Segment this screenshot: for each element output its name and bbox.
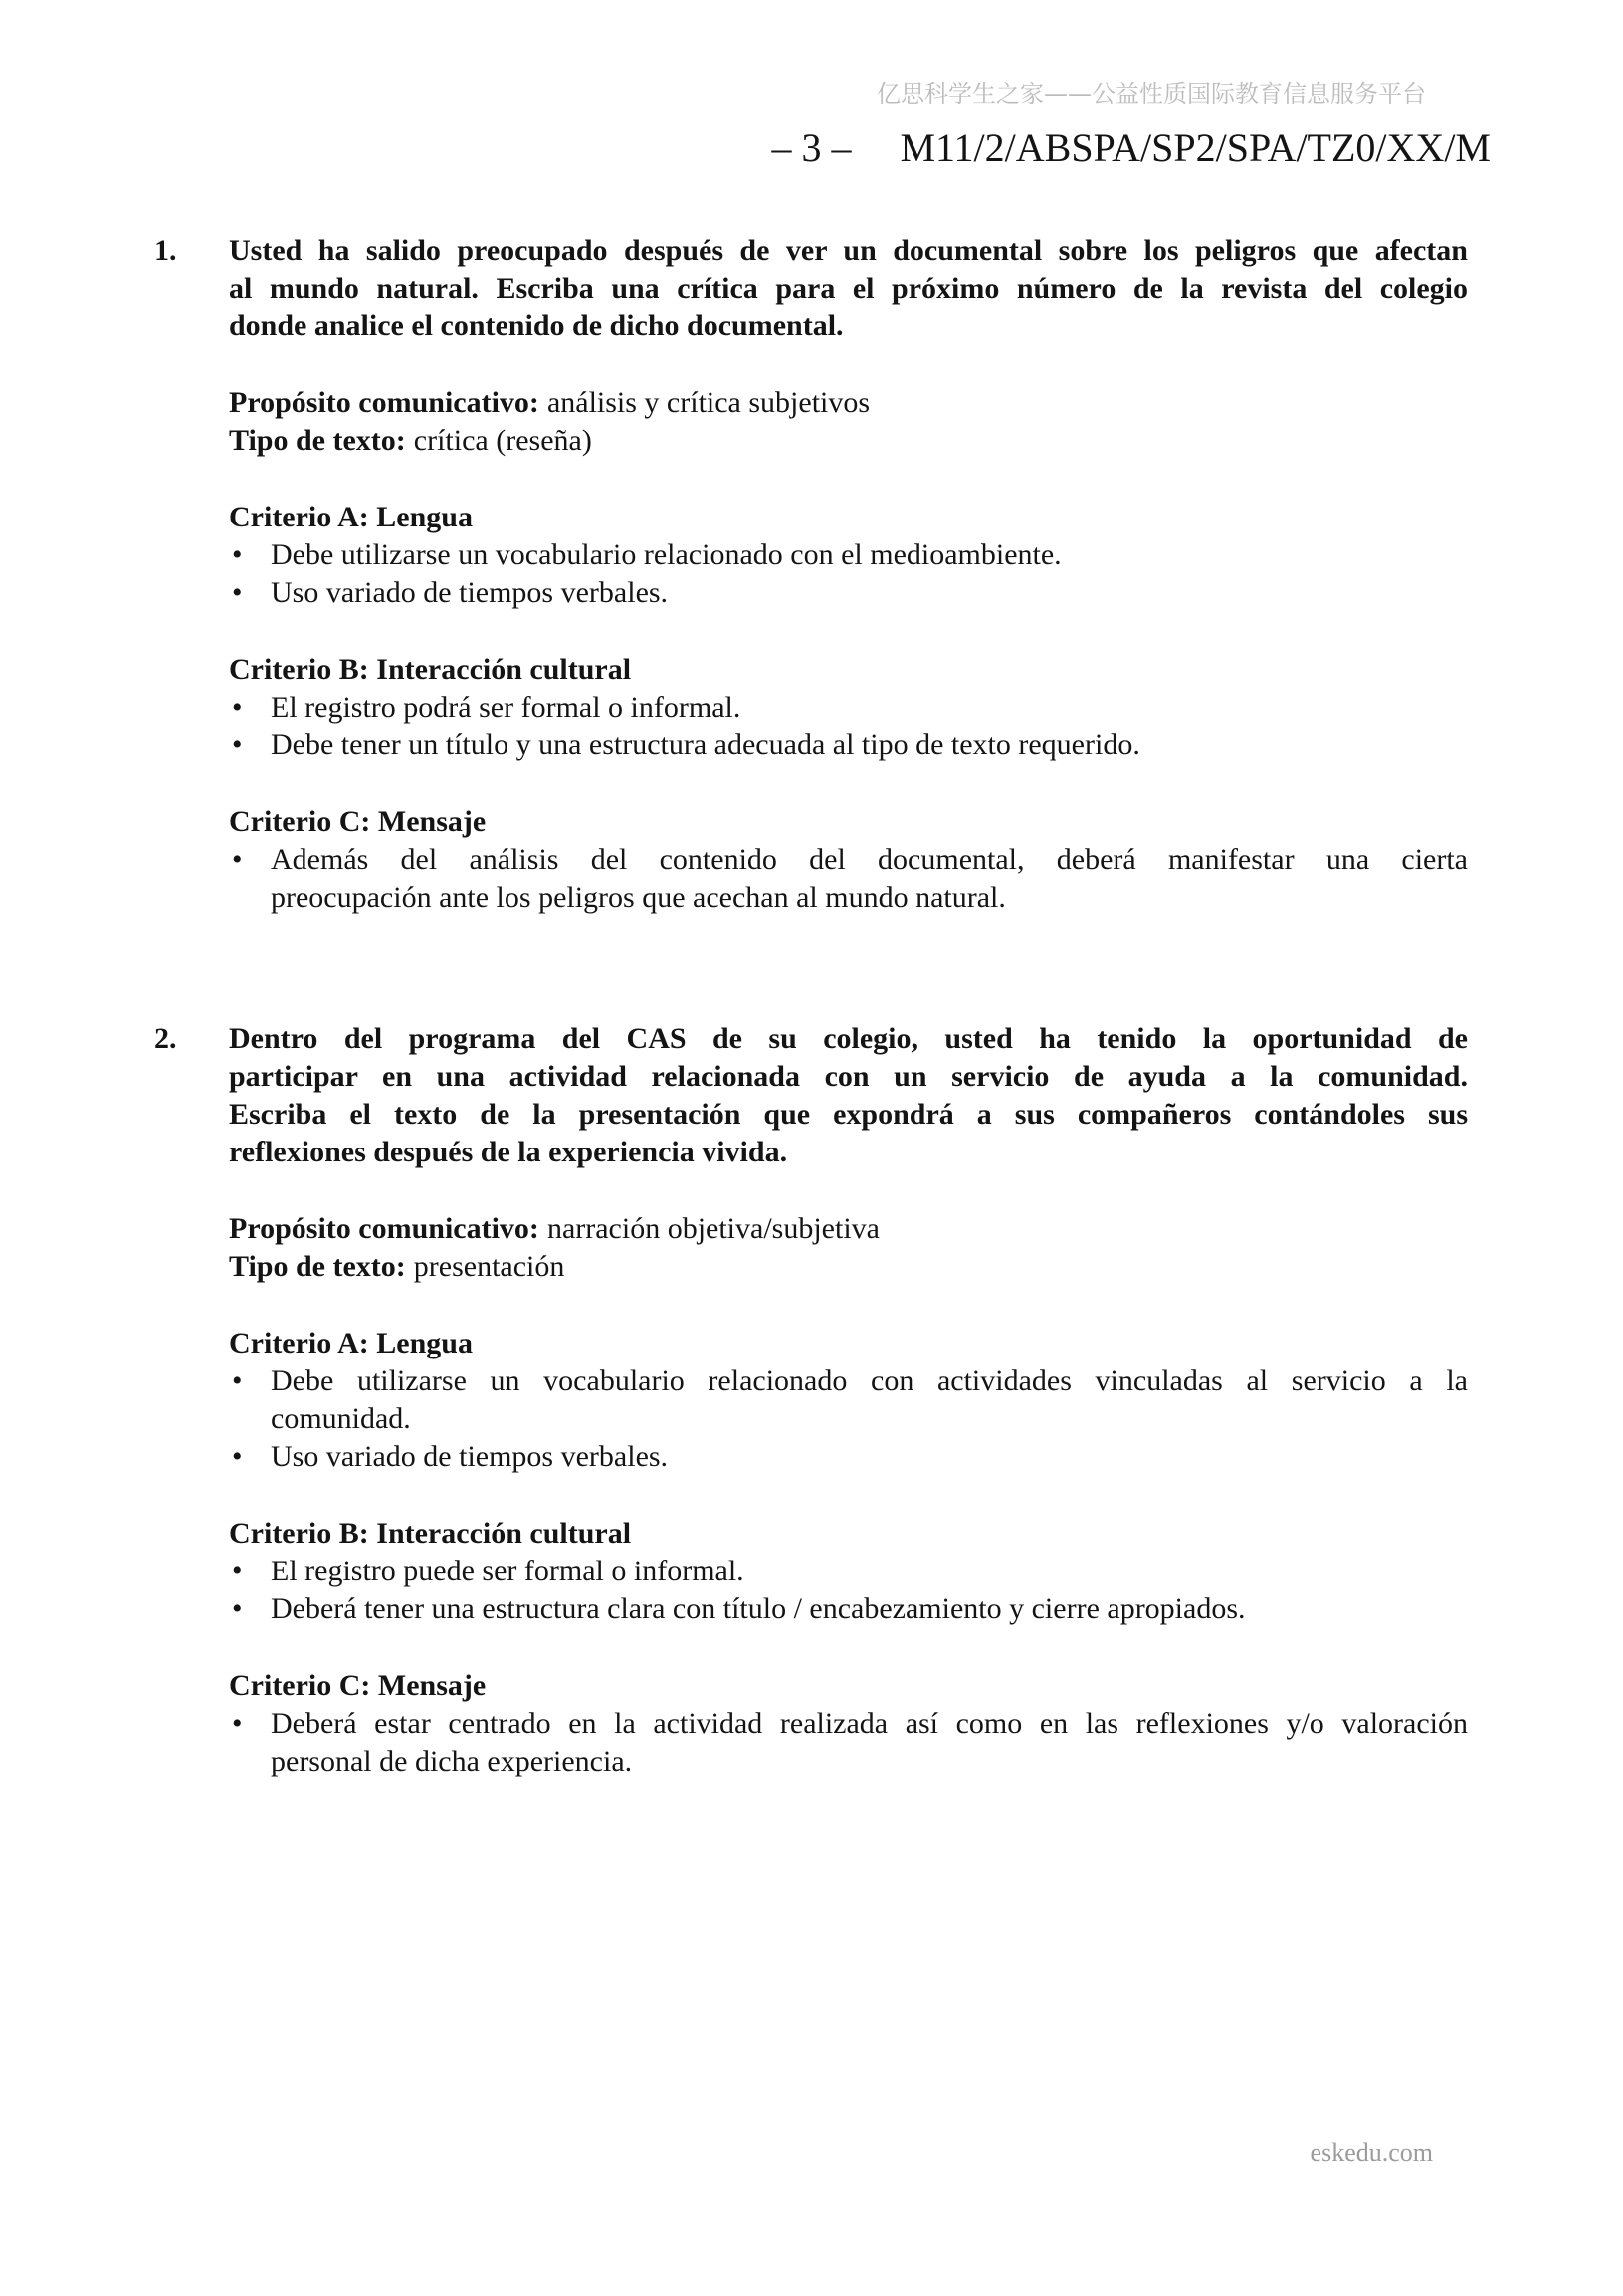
bullet-text-line: Deberá estar centrado en la actividad realizada así como en las reflexiones y/o valoración bbox=[271, 1707, 1468, 1740]
criterion-title: Criterio A: Lengua bbox=[229, 501, 473, 533]
bullet-icon: • bbox=[232, 1707, 243, 1740]
statement-line: Dentro del programa del CAS de su colegio, usted ha tenido la oportunidad de bbox=[229, 1022, 1468, 1055]
bullet-icon: • bbox=[232, 1364, 243, 1397]
purpose-value: narración objetiva/subjetiva bbox=[546, 1212, 880, 1245]
statement-line: al mundo natural. Escriba una crítica para el próximo número de la revista del colegio bbox=[229, 272, 1468, 305]
criterion-title: Criterio C: Mensaje bbox=[229, 805, 487, 838]
q2-criterion-b bbox=[229, 1515, 1468, 1628]
bullet-icon: • bbox=[232, 729, 243, 761]
purpose-value: análisis y crítica subjetivos bbox=[546, 386, 871, 419]
question-2-number: 2. bbox=[154, 1022, 177, 1055]
criterion-title: Criterio B: Interacción cultural bbox=[229, 653, 632, 686]
paper-code: M11/2/ABSPA/SP2/SPA/TZ0/XX/M bbox=[900, 125, 1491, 170]
bullet-icon: • bbox=[232, 538, 243, 571]
text-type-value: crítica (reseña) bbox=[413, 424, 592, 457]
bullet-icon: • bbox=[232, 1555, 243, 1587]
bullet-text: Debe tener un título y una estructura adecuada al tipo de texto requerido. bbox=[271, 729, 1140, 761]
criterion-title: Criterio A: Lengua bbox=[229, 1327, 473, 1359]
q1-criterion-c bbox=[229, 803, 1468, 917]
bullet-text-line: Además del análisis del contenido del documental, deberá manifestar una cierta bbox=[271, 843, 1468, 876]
bullet-item bbox=[229, 1362, 1468, 1438]
question-2-meta bbox=[229, 1210, 1468, 1286]
bullet-item bbox=[229, 1590, 1468, 1628]
bullet-text: Uso variado de tiempos verbales. bbox=[271, 1440, 669, 1473]
bullet-text-line: Debe utilizarse un vocabulario relacionado con actividades vinculadas al servicio a la bbox=[271, 1364, 1468, 1397]
criterion-title: Criterio C: Mensaje bbox=[229, 1669, 487, 1702]
q2-criterion-a bbox=[229, 1325, 1468, 1476]
question-1-statement bbox=[154, 232, 1468, 345]
purpose-label: Propósito comunicativo: bbox=[229, 1212, 539, 1245]
bullet-text: Deberá tener una estructura clara con título / encabezamiento y cierre apropiados. bbox=[271, 1592, 1246, 1625]
bullet-text-line: comunidad. bbox=[271, 1402, 411, 1435]
q1-criterion-a bbox=[229, 499, 1468, 612]
site-watermark: eskedu.com bbox=[1310, 2138, 1433, 2167]
bullet-text: El registro puede ser formal o informal. bbox=[271, 1555, 744, 1587]
statement-line: Usted ha salido preocupado después de ver un documental sobre los peligros que afectan bbox=[229, 234, 1468, 267]
statement-line: participar en una actividad relacionada con un servicio de ayuda a la comunidad. bbox=[229, 1060, 1468, 1093]
bullet-icon: • bbox=[232, 1440, 243, 1473]
statement-line: reflexiones después de la experiencia vivida. bbox=[229, 1136, 788, 1168]
bullet-item bbox=[229, 574, 1468, 612]
bullet-text-line: preocupación ante los peligros que acechan al mundo natural. bbox=[271, 881, 1006, 914]
bullet-item bbox=[229, 727, 1468, 764]
text-type-row bbox=[229, 422, 1468, 460]
q1-criterion-b bbox=[229, 651, 1468, 764]
bullet-text: El registro podrá ser formal o informal. bbox=[271, 691, 741, 724]
bullet-icon: • bbox=[232, 576, 243, 609]
statement-line: Escriba el texto de la presentación que expondrá a sus compañeros contándoles sus bbox=[229, 1098, 1468, 1131]
bullet-text: Uso variado de tiempos verbales. bbox=[271, 576, 669, 609]
bullet-item bbox=[229, 1705, 1468, 1780]
bullet-item bbox=[229, 1438, 1468, 1476]
statement-line: donde analice el contenido de dicho documental. bbox=[229, 310, 844, 342]
page-number: – 3 – bbox=[771, 125, 852, 170]
text-type-label: Tipo de texto: bbox=[229, 1250, 406, 1283]
bullet-text-line: personal de dicha experiencia. bbox=[271, 1745, 633, 1777]
purpose-row bbox=[229, 384, 1468, 422]
bullet-icon: • bbox=[232, 1592, 243, 1625]
question-1-meta bbox=[229, 384, 1468, 460]
criterion-title: Criterio B: Interacción cultural bbox=[229, 1517, 632, 1550]
bullet-text: Debe utilizarse un vocabulario relacionado con el medioambiente. bbox=[271, 538, 1062, 571]
bullet-item bbox=[229, 1553, 1468, 1590]
bullet-item bbox=[229, 841, 1468, 917]
question-2-statement bbox=[154, 1020, 1468, 1171]
text-type-row bbox=[229, 1248, 1468, 1286]
bullet-item bbox=[229, 536, 1468, 574]
purpose-row bbox=[229, 1210, 1468, 1248]
watermark-text: 亿思科学生之家——公益性质国际教育信息服务平台 bbox=[877, 80, 1426, 107]
text-type-value: presentación bbox=[413, 1250, 565, 1283]
bullet-icon: • bbox=[232, 691, 243, 724]
purpose-label: Propósito comunicativo: bbox=[229, 386, 539, 419]
bullet-icon: • bbox=[232, 843, 243, 876]
q2-criterion-c bbox=[229, 1667, 1468, 1780]
bullet-item bbox=[229, 689, 1468, 727]
text-type-label: Tipo de texto: bbox=[229, 424, 406, 457]
question-1-number: 1. bbox=[154, 234, 177, 267]
